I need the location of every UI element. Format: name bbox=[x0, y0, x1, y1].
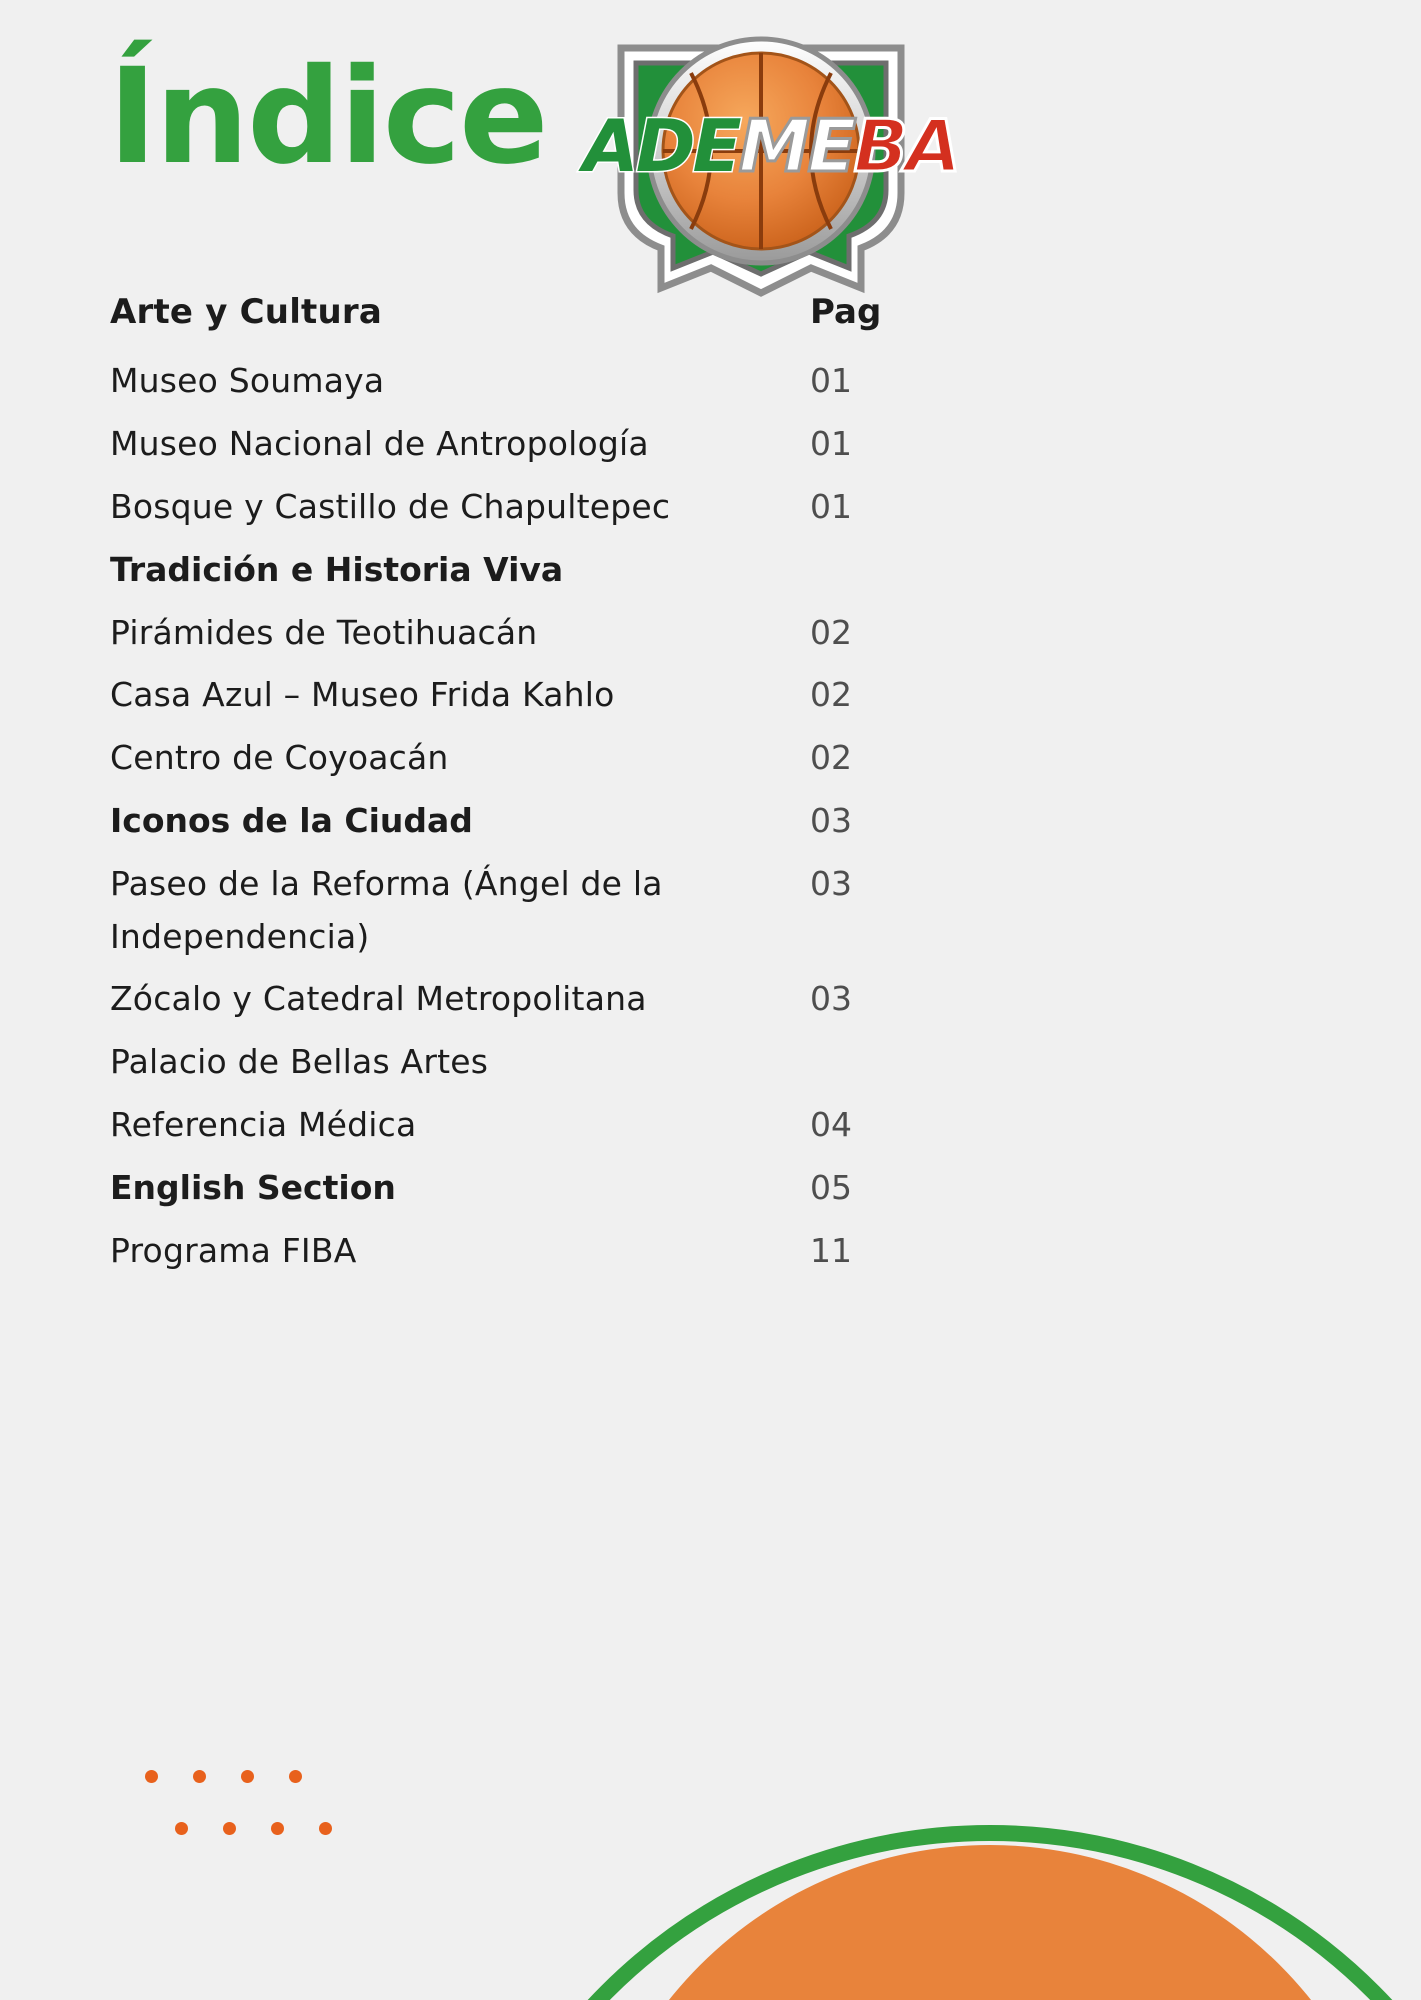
index-section-label: Iconos de la Ciudad bbox=[110, 800, 473, 840]
decorative-dot bbox=[223, 1822, 236, 1835]
index-row-label: Programa FIBA bbox=[110, 1230, 357, 1270]
index-row[interactable] bbox=[110, 481, 890, 534]
index-section-label: English Section bbox=[110, 1167, 396, 1207]
index-row-page: 02 bbox=[810, 738, 852, 778]
index-row[interactable] bbox=[110, 669, 890, 722]
index-row-page: 02 bbox=[810, 675, 852, 715]
index-row-label: Casa Azul – Museo Frida Kahlo bbox=[110, 675, 615, 715]
index-row-label: Museo Nacional de Antropología bbox=[110, 424, 649, 464]
index-row-label: Palacio de Bellas Artes bbox=[110, 1042, 489, 1082]
index-row-page: 01 bbox=[810, 424, 852, 464]
index-row-page: 03 bbox=[810, 979, 852, 1019]
index-section-row[interactable] bbox=[110, 1162, 890, 1215]
index-section-page: 03 bbox=[810, 800, 852, 840]
page-title: Índice bbox=[108, 40, 547, 194]
index-section-row[interactable] bbox=[110, 544, 890, 597]
index-row[interactable] bbox=[110, 1099, 890, 1152]
decorative-dot bbox=[145, 1770, 158, 1783]
index-row-label: Centro de Coyoacán bbox=[110, 738, 449, 778]
decorative-dot bbox=[271, 1822, 284, 1835]
decorative-dot bbox=[319, 1822, 332, 1835]
index-row[interactable] bbox=[110, 973, 890, 1026]
index-row[interactable] bbox=[110, 607, 890, 660]
index-row-label: Bosque y Castillo de Chapultepec bbox=[110, 486, 671, 526]
dots-decoration bbox=[145, 1760, 385, 1850]
index-row-label: Referencia Médica bbox=[110, 1104, 417, 1144]
decorative-dot bbox=[175, 1822, 188, 1835]
index-row[interactable] bbox=[110, 732, 890, 785]
index-row-page: 02 bbox=[810, 612, 852, 652]
index-row-page: 01 bbox=[810, 361, 852, 401]
ademeba-logo bbox=[561, 18, 961, 318]
decorative-dot bbox=[289, 1770, 302, 1783]
logo-word-ba: BA bbox=[853, 104, 959, 188]
index-section-page: 05 bbox=[810, 1167, 852, 1207]
index-row[interactable] bbox=[110, 418, 890, 471]
index-list bbox=[110, 285, 890, 1287]
index-row-label: Pirámides de Teotihuacán bbox=[110, 612, 538, 652]
index-row[interactable] bbox=[110, 1036, 890, 1089]
index-row-page: 01 bbox=[810, 486, 852, 526]
index-row-label: Paseo de la Reforma (Ángel de la Independencia) bbox=[110, 863, 663, 956]
index-row-page: 04 bbox=[810, 1104, 852, 1144]
index-section-row[interactable] bbox=[110, 795, 890, 848]
index-row-page: 11 bbox=[810, 1230, 852, 1270]
index-row[interactable] bbox=[110, 1225, 890, 1278]
index-header-label: Arte y Cultura bbox=[110, 292, 383, 332]
index-row-label: Museo Soumaya bbox=[110, 361, 385, 401]
index-header-row bbox=[110, 285, 890, 339]
index-row-page: 03 bbox=[810, 863, 852, 903]
decorative-dot bbox=[193, 1770, 206, 1783]
index-row-label: Zócalo y Catedral Metropolitana bbox=[110, 979, 647, 1019]
index-header-page: Pag bbox=[810, 292, 882, 332]
index-section-label: Tradición e Historia Viva bbox=[110, 549, 564, 589]
logo-shield-icon bbox=[561, 18, 961, 308]
decorative-dot bbox=[241, 1770, 254, 1783]
logo-word-ade: ADE bbox=[583, 104, 739, 188]
index-row[interactable] bbox=[110, 858, 890, 964]
logo-word-me: ME bbox=[738, 104, 854, 188]
index-row[interactable] bbox=[110, 355, 890, 408]
